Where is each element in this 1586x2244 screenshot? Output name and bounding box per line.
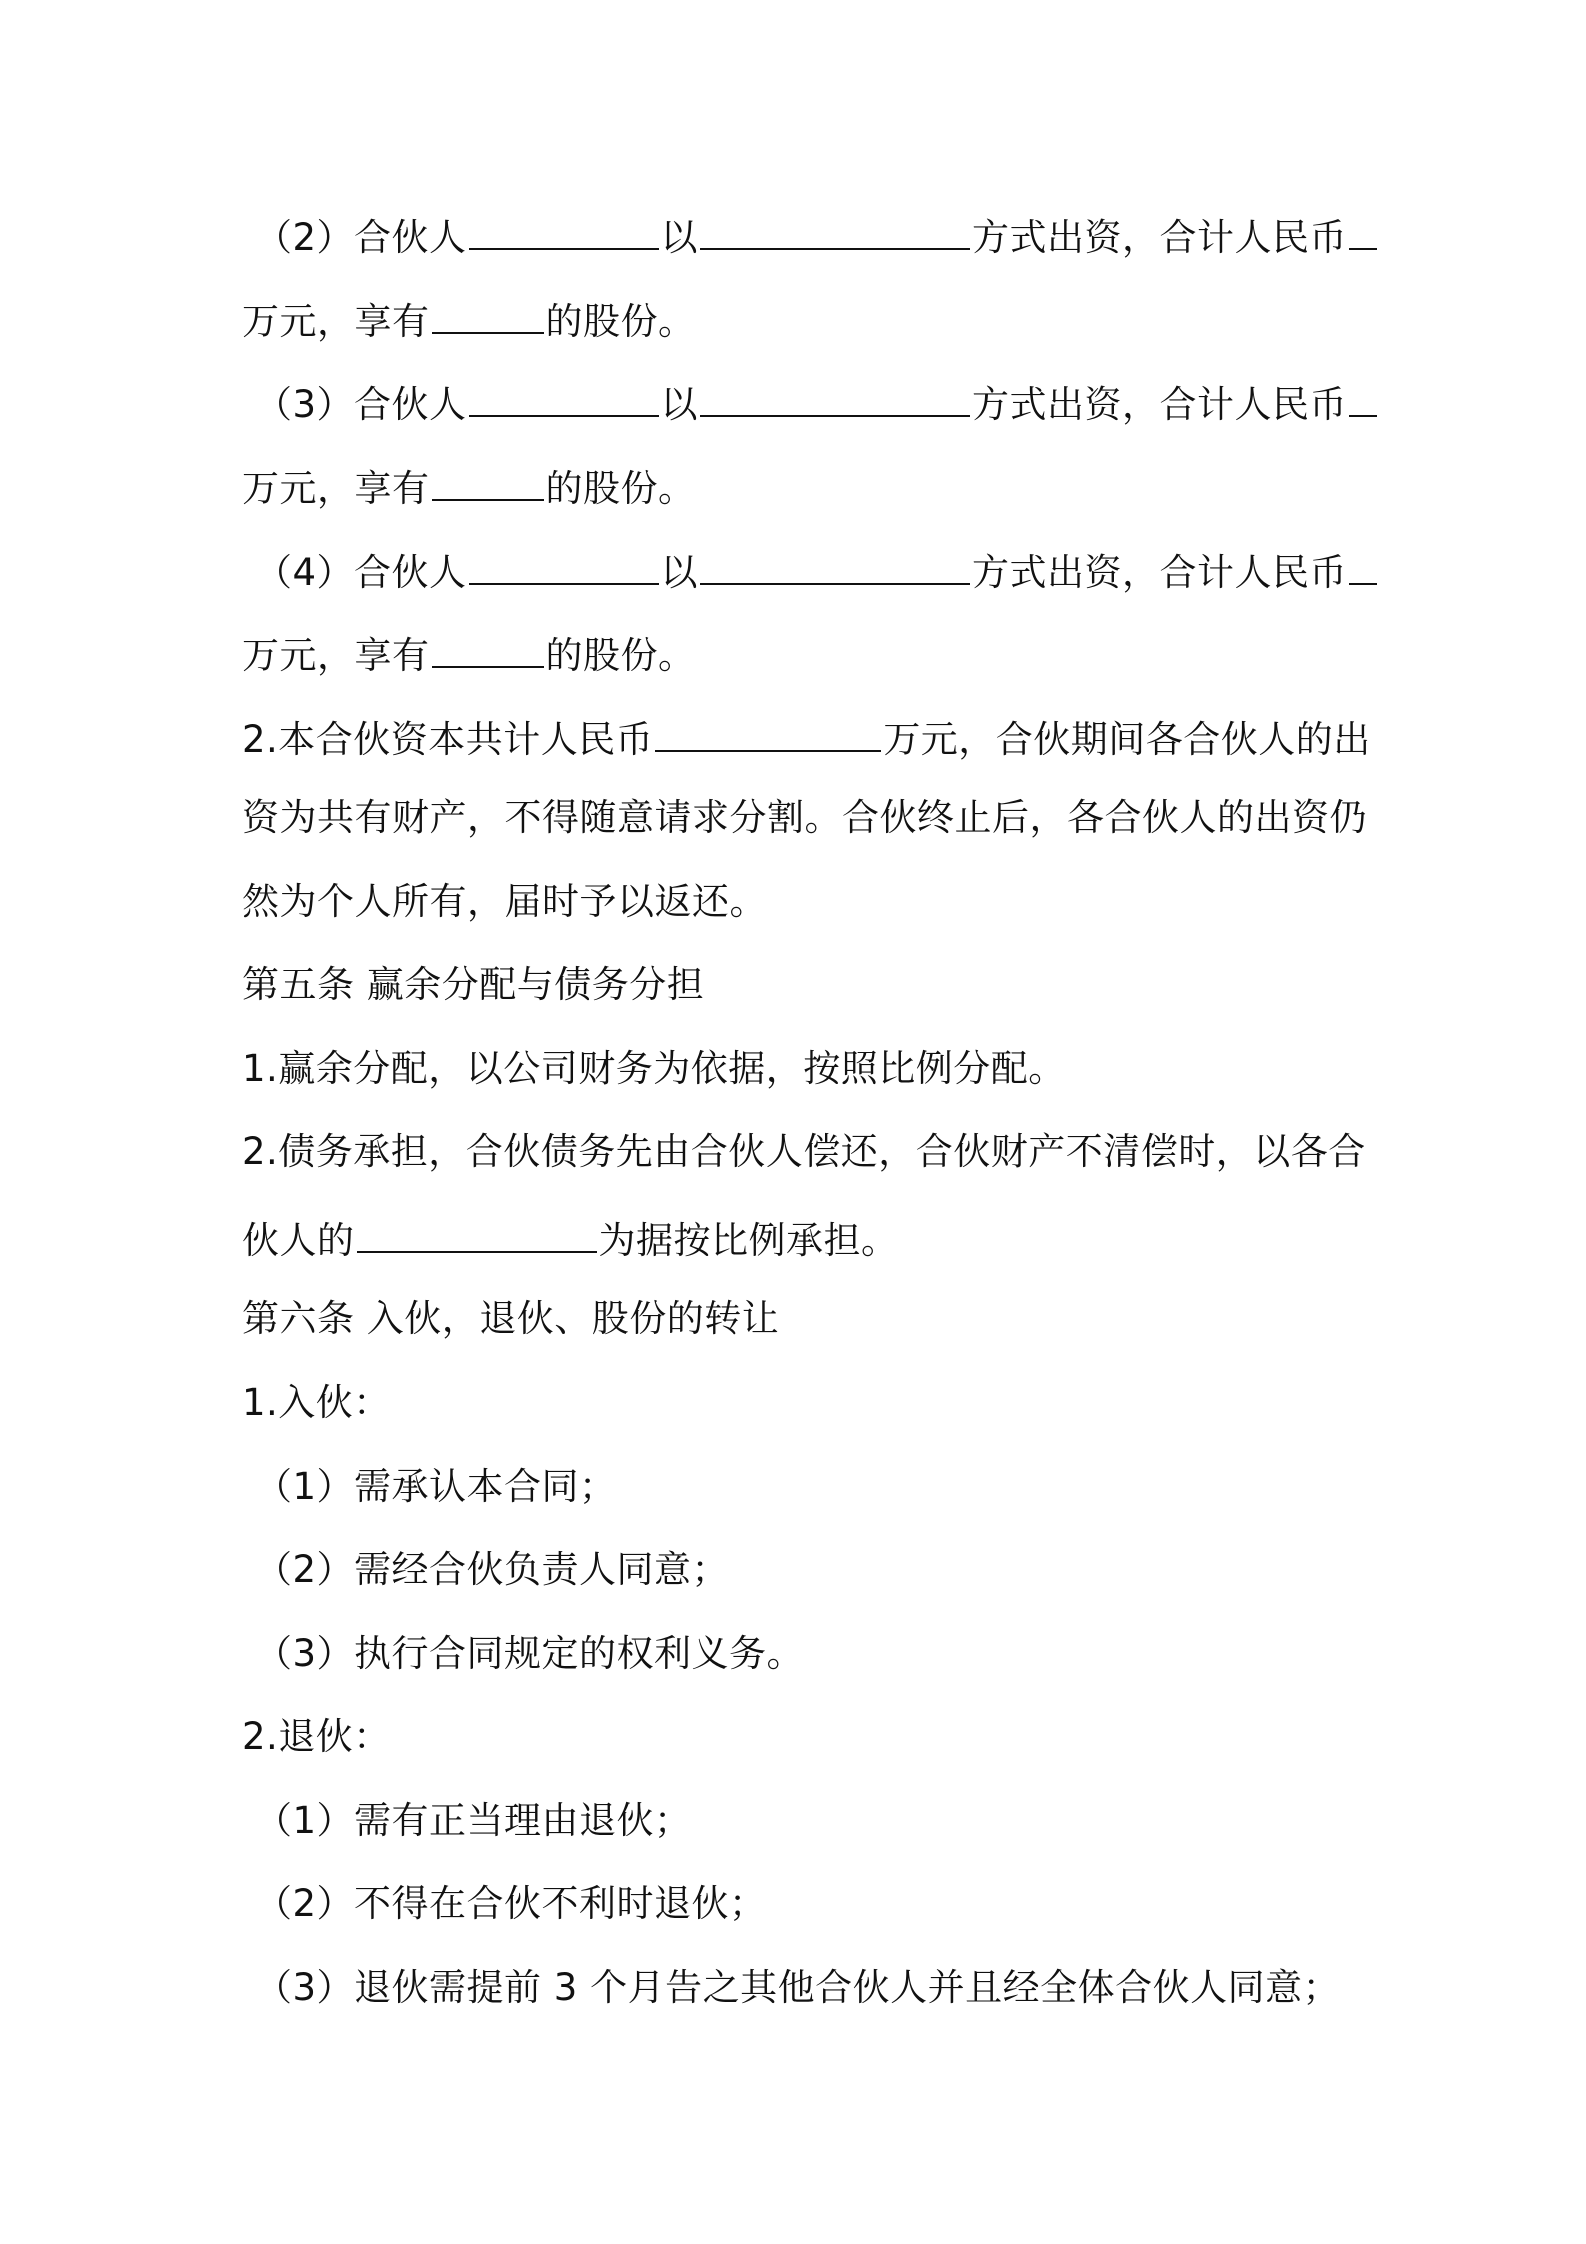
partner-3-suffix: 方式出资，合计人民币 (972, 383, 1348, 426)
article-5-item-2-line-1: 2.债务承担，合伙债务先由合伙人偿还，合伙财产不清偿时，以各合 (242, 1130, 1366, 1173)
partner-2-share-prefix: 万元，享有 (242, 300, 430, 343)
partner-3-mid: 以 (660, 383, 699, 426)
partner-4-line-1 (255, 543, 1375, 593)
partner-2-share-suffix: 的股份。 (545, 300, 696, 343)
capital-line-1 (242, 710, 1371, 761)
partner-3-amount-blank[interactable] (1349, 375, 1377, 417)
partner-4-prefix: （4）合伙人 (255, 551, 467, 594)
leave-item-3: （3）退伙需提前 3 个月告之其他合伙人并且经全体合伙人同意； (255, 1966, 1341, 2009)
article-5-item-2-line-2 (242, 1211, 1362, 1261)
leave-item-1: （1）需有正当理由退伙； (255, 1799, 692, 1842)
join-item-3: （3）执行合同规定的权利义务。 (255, 1632, 805, 1675)
partner-4-line-2 (242, 626, 1362, 676)
partner-2-name-blank[interactable] (469, 208, 659, 250)
join-heading: 1.入伙： (242, 1381, 391, 1424)
partner-4-share-suffix: 的股份。 (545, 634, 696, 677)
partner-4-name-blank[interactable] (469, 543, 659, 585)
capital-line-3: 然为个人所有，届时予以返还。 (242, 880, 767, 923)
partner-4-share-blank[interactable] (432, 626, 544, 668)
capital-suffix: 万元，合伙期间各合伙人的出 (883, 718, 1371, 761)
partner-4-share-prefix: 万元，享有 (242, 634, 430, 677)
partner-2-method-blank[interactable] (700, 208, 970, 250)
partner-2-share-blank[interactable] (432, 292, 544, 334)
leave-item-2: （2）不得在合伙不利时退伙； (255, 1882, 767, 1925)
article-5-item-1: 1.赢余分配，以公司财务为依据，按照比例分配。 (242, 1047, 1066, 1090)
partner-2-prefix: （2）合伙人 (255, 216, 467, 259)
article-5-ratio-suffix: 为据按比例承担。 (598, 1219, 899, 1262)
article-5-ratio-blank[interactable] (357, 1211, 597, 1253)
partner-3-prefix: （3）合伙人 (255, 383, 467, 426)
partner-3-share-prefix: 万元，享有 (242, 467, 430, 510)
partner-3-line-1 (255, 375, 1375, 425)
partner-3-line-2 (242, 459, 1362, 509)
partner-4-amount-blank[interactable] (1349, 543, 1377, 585)
join-item-1: （1）需承认本合同； (255, 1465, 617, 1508)
partner-3-method-blank[interactable] (700, 375, 970, 417)
partner-4-method-blank[interactable] (700, 543, 970, 585)
partner-3-share-blank[interactable] (432, 459, 544, 501)
partner-2-suffix: 方式出资，合计人民币 (972, 216, 1348, 259)
partner-4-mid: 以 (660, 551, 699, 594)
capital-line-2: 资为共有财产，不得随意请求分割。合伙终止后，各合伙人的出资仍 (242, 796, 1367, 839)
partner-4-suffix: 方式出资，合计人民币 (972, 551, 1348, 594)
capital-prefix: 2.本合伙资本共计人民币 (242, 718, 654, 761)
leave-heading: 2.退伙： (242, 1715, 391, 1758)
partner-3-share-suffix: 的股份。 (545, 467, 696, 510)
partner-2-amount-blank[interactable] (1349, 208, 1377, 250)
join-item-2: （2）需经合伙负责人同意； (255, 1548, 730, 1591)
partner-2-mid: 以 (660, 216, 699, 259)
partner-3-name-blank[interactable] (469, 375, 659, 417)
article-6-title: 第六条 入伙，退伙、股份的转让 (242, 1297, 780, 1340)
capital-total-blank[interactable] (655, 710, 881, 752)
partner-2-line-1 (255, 208, 1375, 258)
partner-2-line-2 (242, 292, 1362, 342)
article-5-title: 第五条 赢余分配与债务分担 (242, 963, 705, 1006)
article-5-ratio-prefix: 伙人的 (242, 1219, 355, 1262)
